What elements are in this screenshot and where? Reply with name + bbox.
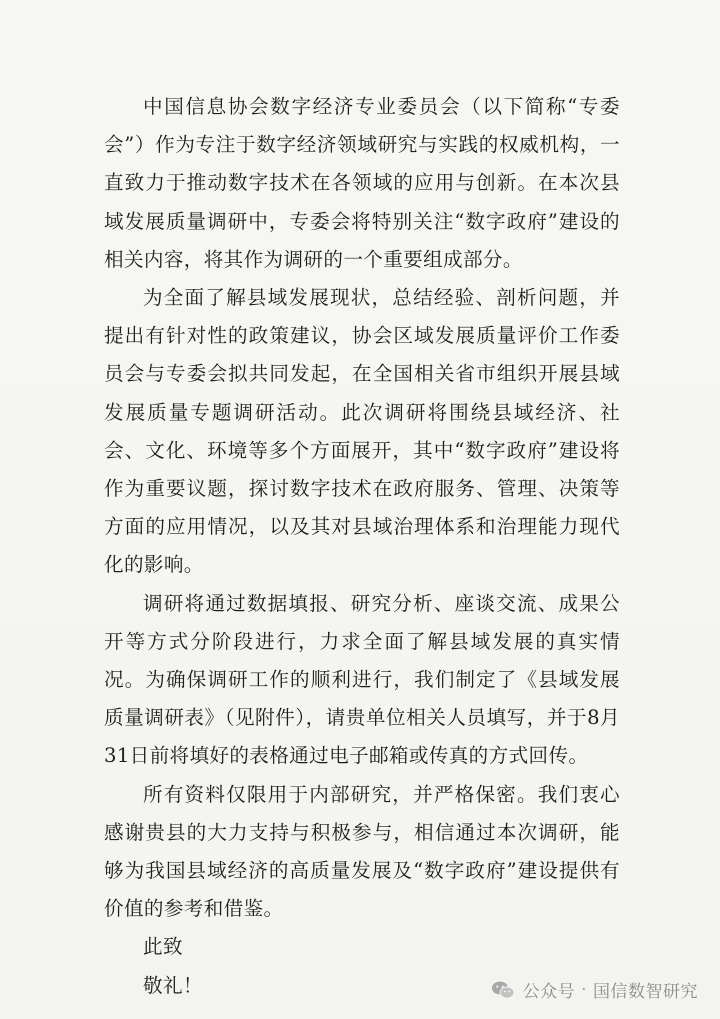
paragraph-2: 为全面了解县域发展现状，总结经验、剖析问题，并提出有针对性的政策建议，协会区域发展质量评价工作委员会与专委会拟共同发起，在全国相关省市组织开展县域发展质量专题调研活动。此次调研将围绕县域经济、社会、文化、环境等多个方面展开，其中“数字政府”建设将作为重要议题，探讨数字技术在政府服务、管理、决策等方面的应用情况，以及其对县域治理体系和治理能力现代化的影响。 (104, 286, 620, 577)
watermark-separator: · (581, 979, 587, 1000)
paragraph-1: 中国信息协会数字经济专业委员会（以下简称“专委会”）作为专注于数字经济领域研究与实践的权威机构，一直致力于推动数字技术在各领域的应用与创新。在本次县域发展质量调研中，专委会将特别关注“数字政府”建设的相关内容，将其作为调研的一个重要组成部分。 (104, 95, 620, 271)
closing-regards: 敬礼！ (143, 973, 203, 997)
paragraph-4: 所有资料仅限用于内部研究，并严格保密。我们衷心感谢贵县的大力支持与积极参与，相信通过本次调研，能够为我国县域经济的高质量发展及“数字政府”建设提供有价值的参考和借鉴。 (104, 782, 620, 921)
watermark-platform: 公众号 (522, 982, 576, 1002)
wechat-icon (491, 980, 515, 1000)
watermark-account: 国信数智研究 (593, 982, 698, 1002)
letter-body (104, 88, 620, 1005)
wechat-watermark (491, 977, 698, 1002)
closing-salutation: 此致 (143, 935, 183, 959)
paragraph-3: 调研将通过数据填报、研究分析、座谈交流、成果公开等方式分阶段进行，力求全面了解县域发展的真实情况。为确保调研工作的顺利进行，我们制定了《县域发展质量调研表》（见附件），请贵单位相关人员填写，并于8月31日前将填好的表格通过电子邮箱或传真的方式回传。 (104, 591, 620, 768)
